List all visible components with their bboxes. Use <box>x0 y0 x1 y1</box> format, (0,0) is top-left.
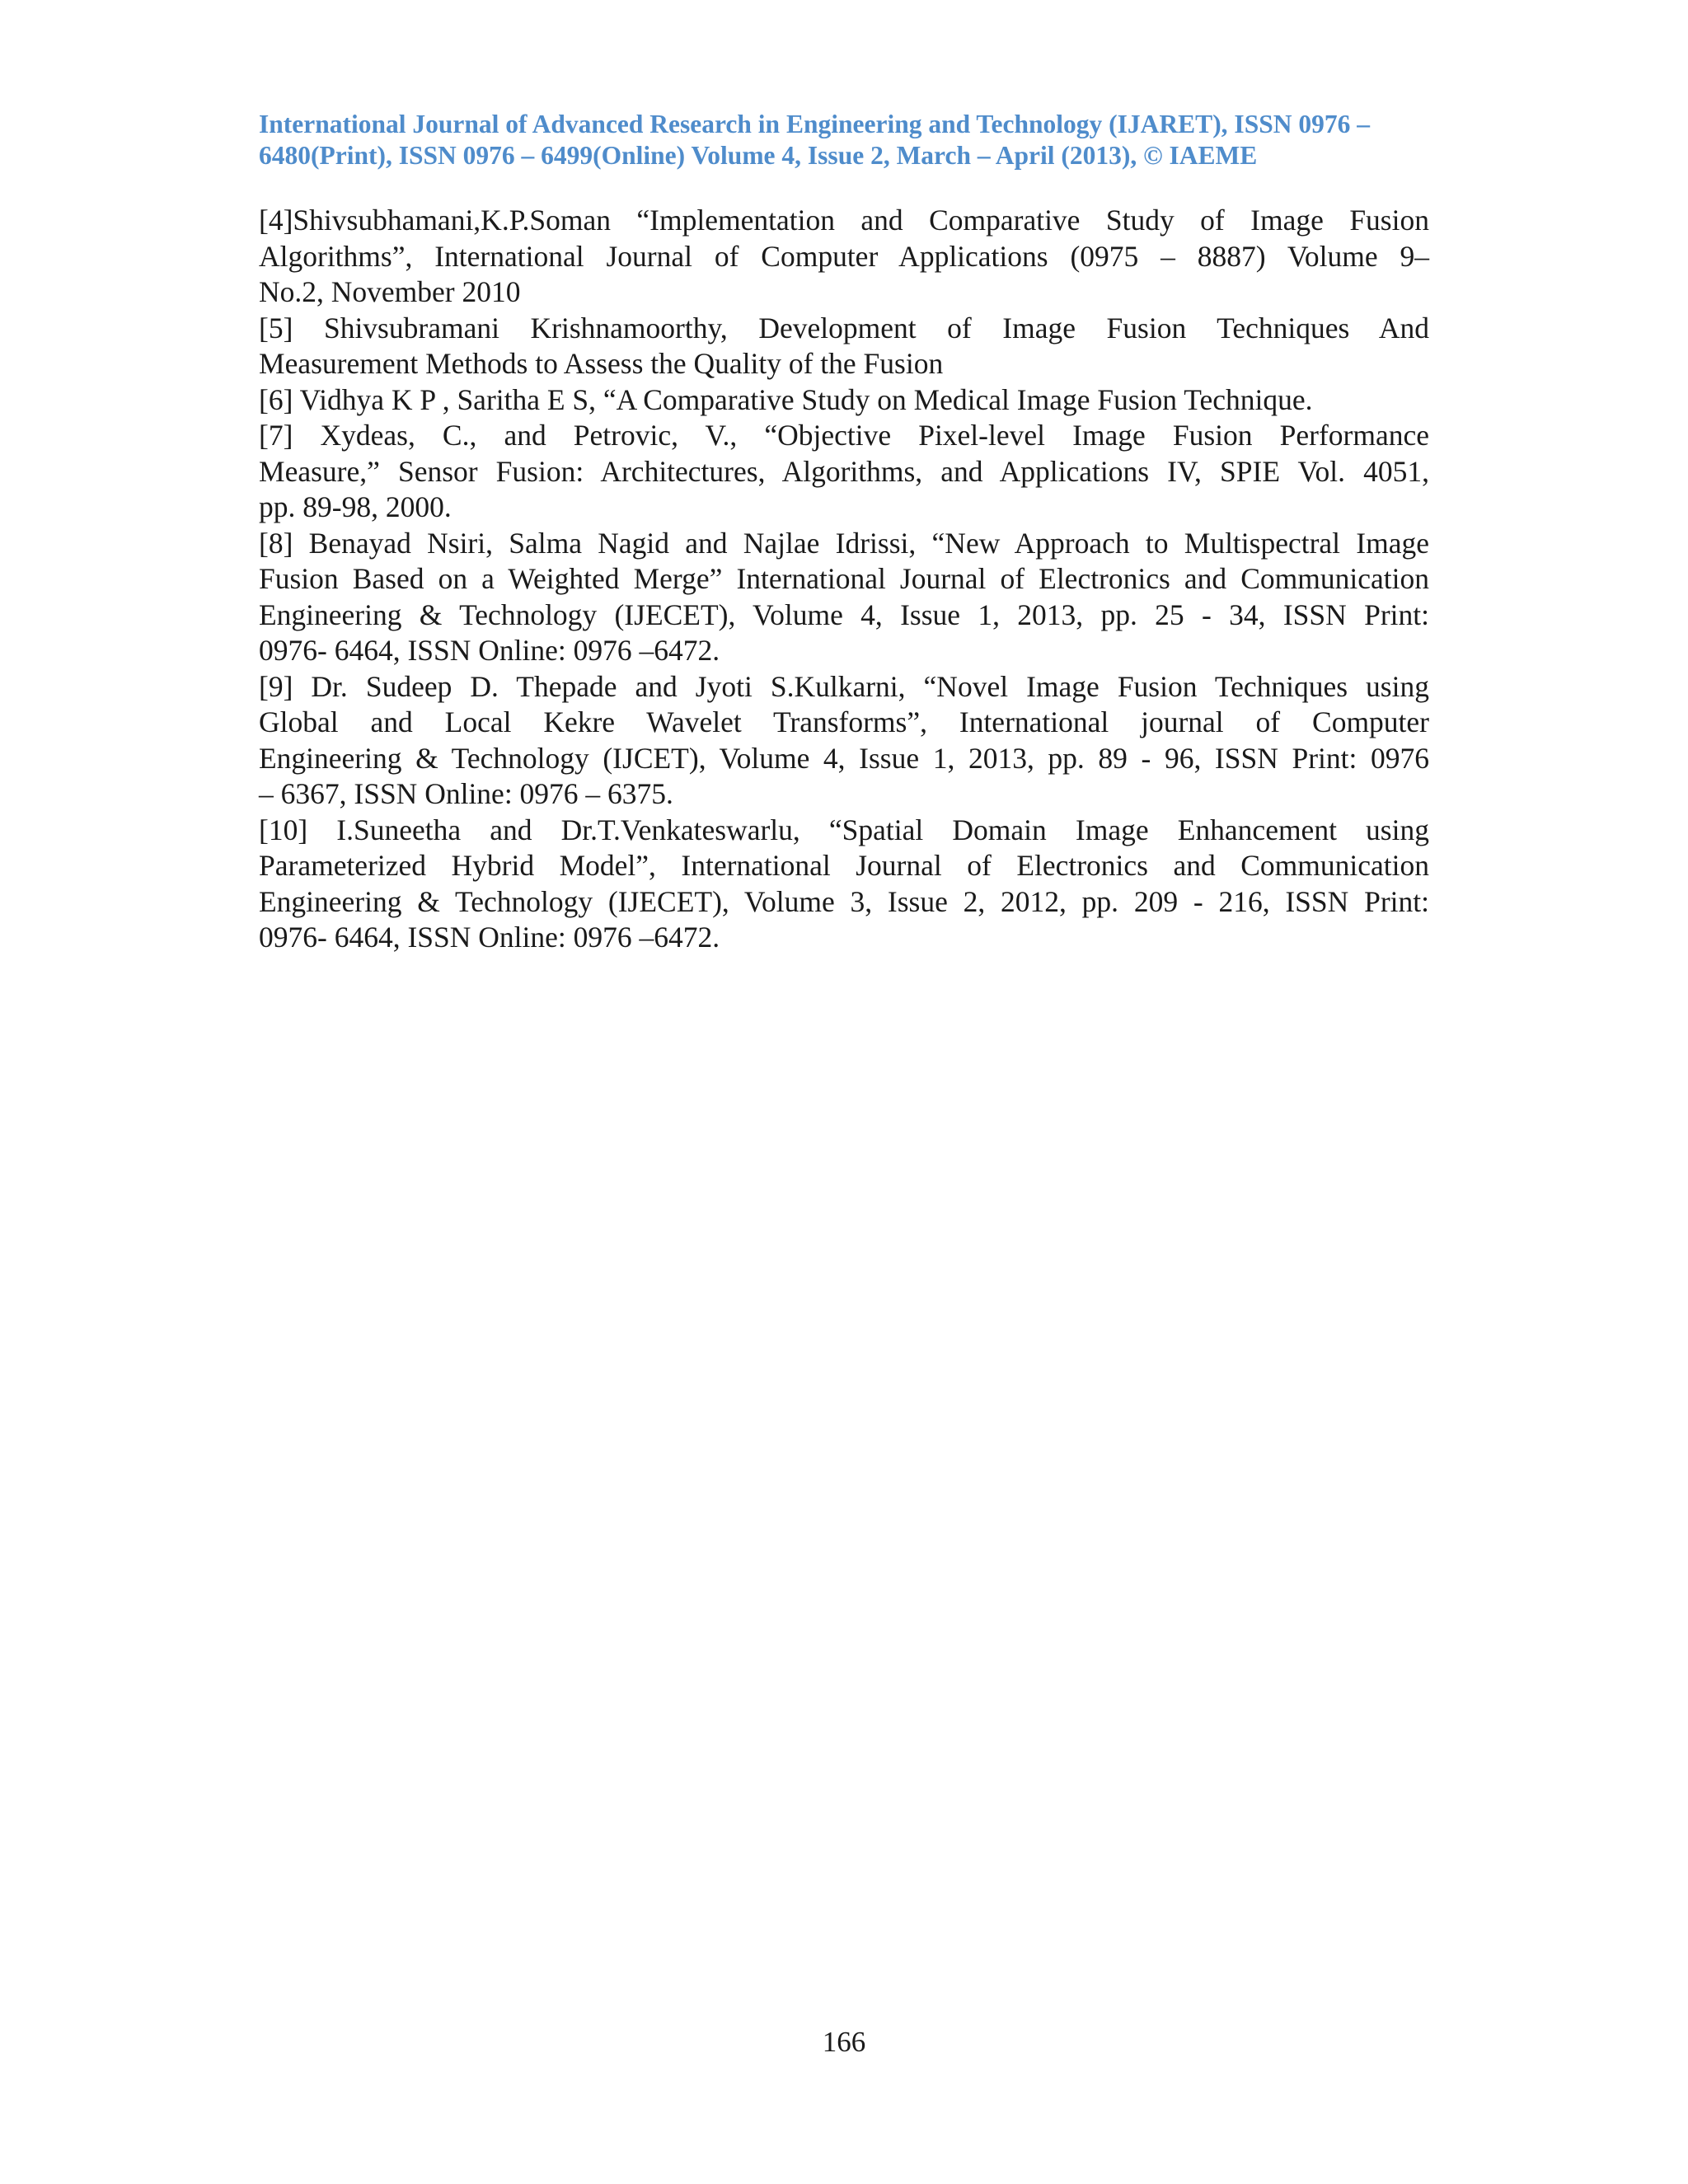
reference-line: Measure,” Sensor Fusion: Architectures, Algorithms, and Applications IV, SPIE Vol. 4051, <box>259 454 1429 488</box>
reference-list <box>259 203 1429 956</box>
reference-line: [7] Xydeas, C., and Petrovic, V., “Objective Pixel-level Image Fusion Performance <box>259 419 1429 452</box>
reference-line: – 6367, ISSN Online: 0976 – 6375. <box>259 777 673 810</box>
reference-line: Fusion Based on a Weighted Merge” International Journal of Electronics and Communication <box>259 562 1429 595</box>
reference-line: 0976- 6464, ISSN Online: 0976 –6472. <box>259 634 720 667</box>
reference-line: Engineering & Technology (IJECET), Volume 4, Issue 1, 2013, pp. 25 - 34, ISSN Print: <box>259 598 1429 631</box>
reference-item-8 <box>259 526 1429 669</box>
reference-line: Global and Local Kekre Wavelet Transforms”, International journal of Computer <box>259 705 1429 738</box>
reference-line: [9] Dr. Sudeep D. Thepade and Jyoti S.Kulkarni, “Novel Image Fusion Techniques using <box>259 669 1429 703</box>
reference-item-7 <box>259 418 1429 526</box>
reference-line: [4]Shivsubhamani,K.P.Soman “Implementation and Comparative Study of Image Fusion <box>259 204 1429 237</box>
reference-line: Measurement Methods to Assess the Quality of the Fusion <box>259 347 944 380</box>
reference-item-10 <box>259 813 1429 956</box>
reference-item-6 <box>259 382 1429 419</box>
reference-line: [6] Vidhya K P , Saritha E S, “A Comparative Study on Medical Image Fusion Technique. <box>259 382 1313 416</box>
reference-line: [5] Shivsubramani Krishnamoorthy, Development of Image Fusion Techniques And <box>259 311 1429 344</box>
reference-item-9 <box>259 669 1429 813</box>
reference-line: No.2, November 2010 <box>259 275 521 308</box>
reference-line: [10] I.Suneetha and Dr.T.Venkateswarlu, “Spatial Domain Image Enhancement using <box>259 813 1429 846</box>
reference-line: pp. 89-98, 2000. <box>259 490 452 523</box>
page-number: 166 <box>822 2026 866 2058</box>
reference-line: Engineering & Technology (IJECET), Volume 3, Issue 2, 2012, pp. 209 - 216, ISSN Print: <box>259 884 1429 918</box>
reference-item-4 <box>259 203 1429 311</box>
running-header-line-2: 6480(Print), ISSN 0976 – 6499(Online) Volume 4, Issue 2, March – April (2013), © IAEME <box>259 141 1258 170</box>
running-header <box>259 109 1429 171</box>
reference-item-5 <box>259 311 1429 382</box>
reference-line: Parameterized Hybrid Model”, International Journal of Electronics and Communication <box>259 849 1429 882</box>
reference-line: [8] Benayad Nsiri, Salma Nagid and Najlae Idrissi, “New Approach to Multispectral Image <box>259 526 1429 560</box>
reference-line: 0976- 6464, ISSN Online: 0976 –6472. <box>259 921 720 954</box>
reference-line: Engineering & Technology (IJCET), Volume 4, Issue 1, 2013, pp. 89 - 96, ISSN Print: 0976 <box>259 741 1429 775</box>
running-header-line-1: International Journal of Advanced Research in Engineering and Technology (IJARET), ISSN 0976 – <box>259 110 1370 138</box>
reference-line: Algorithms”, International Journal of Computer Applications (0975 – 8887) Volume 9– <box>259 239 1429 273</box>
